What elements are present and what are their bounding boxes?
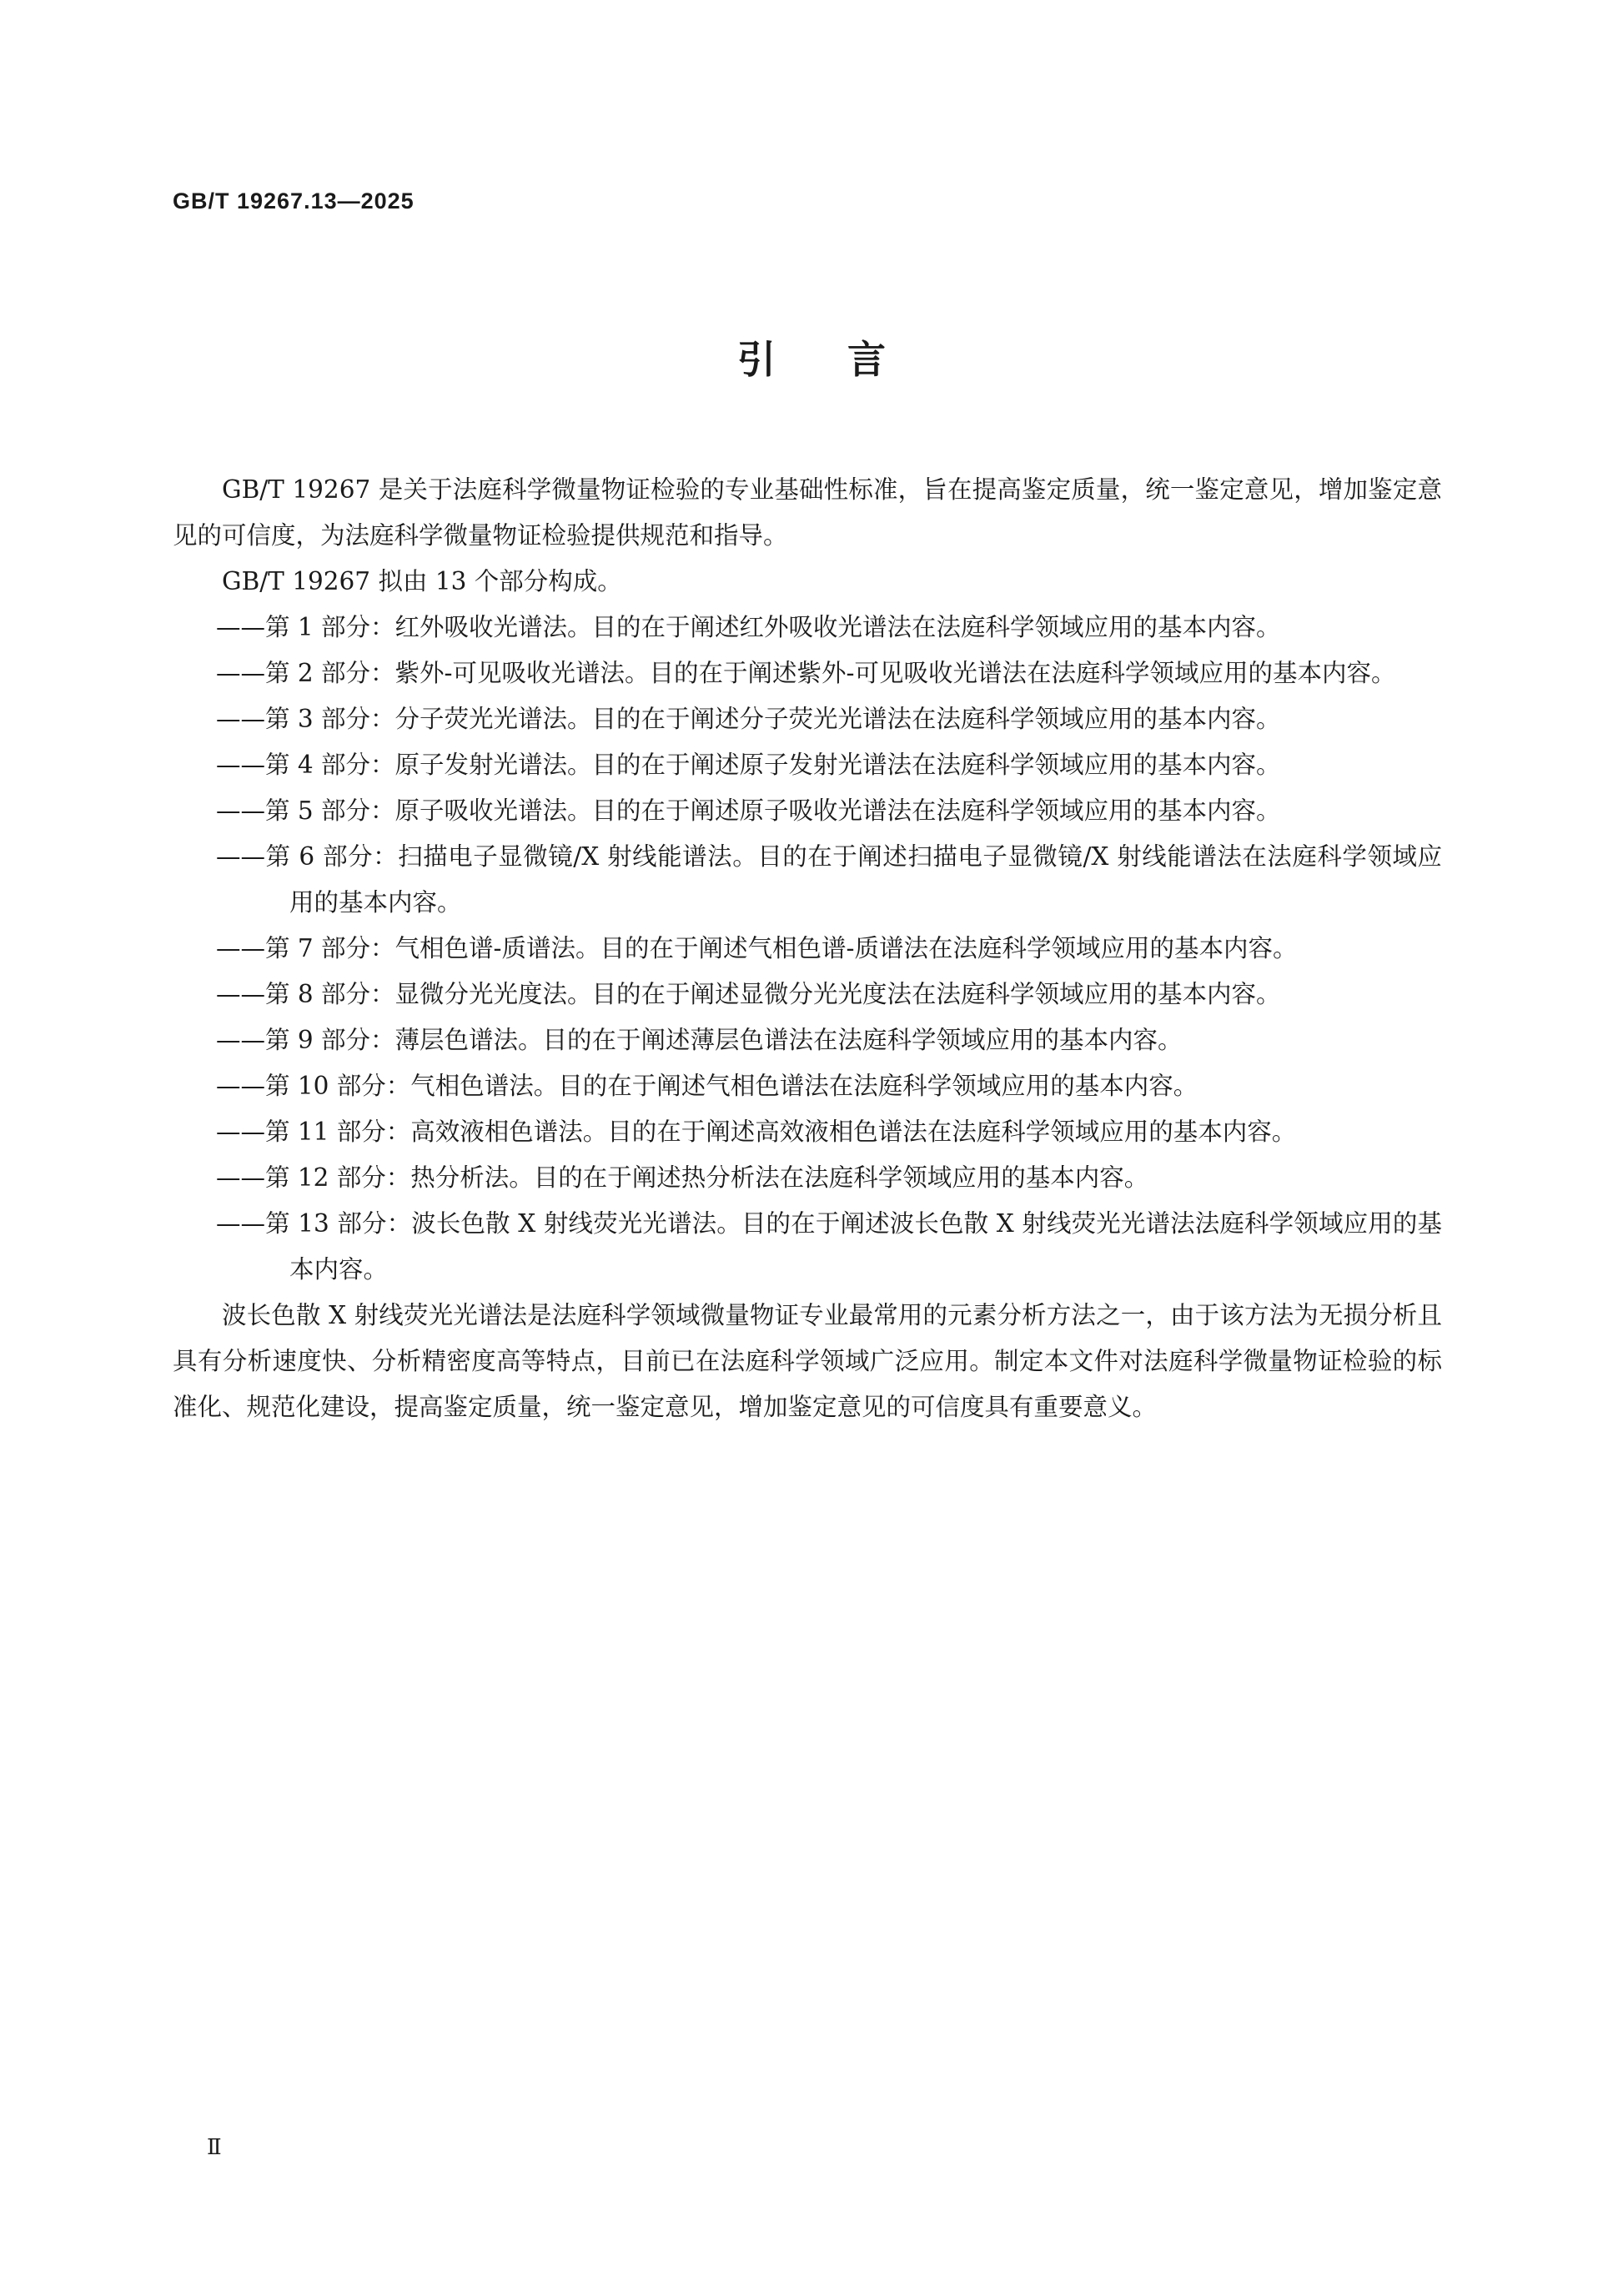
part-item-1: ——第 1 部分：红外吸收光谱法。目的在于阐述红外吸收光谱法在法庭科学领域应用的基本内容。 — [216, 613, 1281, 641]
part-item-4: ——第 4 部分：原子发射光谱法。目的在于阐述原子发射光谱法在法庭科学领域应用的基本内容。 — [216, 751, 1281, 779]
page-title: 引言 — [737, 337, 957, 382]
page-number: Ⅱ — [207, 2135, 222, 2160]
part-item-8: ——第 8 部分：显微分光光度法。目的在于阐述显微分光光度法在法庭科学领域应用的基本内容。 — [216, 980, 1281, 1008]
part-item-12: ——第 12 部分：热分析法。目的在于阐述热分析法在法庭科学领域应用的基本内容。 — [216, 1163, 1149, 1192]
part-item-3: ——第 3 部分：分子荧光光谱法。目的在于阐述分子荧光光谱法在法庭科学领域应用的基本内容。 — [216, 705, 1281, 733]
document-body — [173, 467, 1442, 1430]
part-item-5: ——第 5 部分：原子吸收光谱法。目的在于阐述原子吸收光谱法在法庭科学领域应用的基本内容。 — [216, 796, 1281, 825]
part-item-2: ——第 2 部分：紫外-可见吸收光谱法。目的在于阐述紫外-可见吸收光谱法在法庭科学领域应用的基本内容。 — [216, 659, 1396, 687]
part-item-13: ——第 13 部分：波长色散 X 射线荧光光谱法。目的在于阐述波长色散 X 射线荧光光谱法法庭科学领域应用的基本内容。 — [216, 1209, 1442, 1284]
part-item-10: ——第 10 部分：气相色谱法。目的在于阐述气相色谱法在法庭科学领域应用的基本内容。 — [216, 1072, 1198, 1100]
standard-number: GB/T 19267.13—2025 — [173, 188, 415, 214]
part-item-7: ——第 7 部分：气相色谱-质谱法。目的在于阐述气相色谱-质谱法在法庭科学领域应用的基本内容。 — [216, 934, 1298, 962]
intro-paragraph: GB/T 19267 是关于法庭科学微量物证检验的专业基础性标准，旨在提高鉴定质量，统一鉴定意见，增加鉴定意见的可信度，为法庭科学微量物证检验提供规范和指导。 — [173, 475, 1442, 550]
part-item-6: ——第 6 部分：扫描电子显微镜/X 射线能谱法。目的在于阐述扫描电子显微镜/X 射线能谱法在法庭科学领域应用的基本内容。 — [216, 842, 1442, 917]
closing-paragraph: 波长色散 X 射线荧光光谱法是法庭科学领域微量物证专业最常用的元素分析方法之一，由于该方法为无损分析且具有分析速度快、分析精密度高等特点，目前已在法庭科学领域广泛应用。制定本文件对法庭科学微量物证检验的标准化、规范化建设，提高鉴定质量，统一鉴定意见，增加鉴定意见的可信度具有重要意义。 — [173, 1301, 1442, 1421]
part-item-9: ——第 9 部分：薄层色谱法。目的在于阐述薄层色谱法在法庭科学领域应用的基本内容。 — [216, 1026, 1183, 1054]
parts-list — [173, 605, 1442, 1293]
part-item-11: ——第 11 部分：高效液相色谱法。目的在于阐述高效液相色谱法在法庭科学领域应用的基本内容。 — [216, 1118, 1297, 1146]
parts-count-paragraph: GB/T 19267 拟由 13 个部分构成。 — [222, 567, 622, 595]
